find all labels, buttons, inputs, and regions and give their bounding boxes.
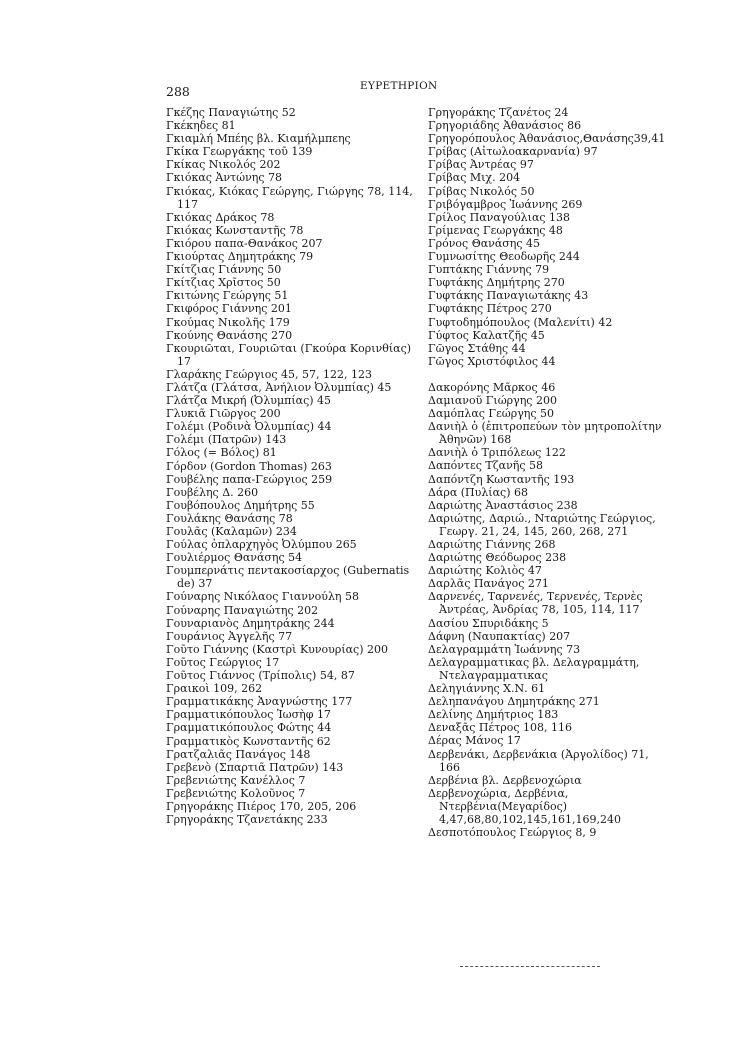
index-column-left <box>166 106 414 826</box>
index-entry: Δαμιανοῦ Γιώργης 200 <box>428 393 557 407</box>
index-entry: Γρηγοράκης Τζανετάκης 233 <box>166 813 328 827</box>
index-entry: Δάρα (Πυλίας) 68 <box>428 485 528 499</box>
index-entry: Δαπόντζη Κωσταντῆς 193 <box>428 472 575 486</box>
index-entry: Δερβενάκι, Δερβενάκια (Ἀργολίδος) 71, 166 <box>428 747 649 774</box>
index-entry: Γκέζης Παναγιώτης 52 <box>166 106 296 119</box>
footer-rule <box>460 966 600 967</box>
index-entry: Γκίτζιας Χρῖστος 50 <box>166 276 281 290</box>
index-entry: Γουλᾶς (Καλαμῶν) 234 <box>166 525 297 538</box>
index-entry: Γκούνης Θανάσης 270 <box>166 328 293 342</box>
index-entry: Δελαγραμματικας βλ. Δελαγραμμάτη, Ντελαγραμματικας <box>428 655 640 682</box>
index-entry: Γκιόκας Κωνσταντῆς 78 <box>166 223 304 237</box>
index-entry: Γουράνιος Ἀγγελῆς 77 <box>166 629 293 643</box>
index-entry: Γούλας ὁπλαρχηγὸς Ὀλύμπου 265 <box>166 538 357 552</box>
index-entry: Γκίτζιας Γιάννης 50 <box>166 263 282 277</box>
index-entry: Γκουριῶται, Γουριῶται (Γκούρα Κορινθίας) 17 <box>166 341 412 368</box>
index-entry: Γυφτάκης Παναγιωτάκης 43 <box>428 289 589 303</box>
index-entry: Γυπτάκης Γιάννης 79 <box>428 263 550 277</box>
index-entry: Γρηγοριάδης Ἀθανάσιος 86 <box>428 119 582 133</box>
index-entry: Δερβενοχώρια, Δερβένια, Ντερβένια(Μεγαρίδος) 4,47,68,80,102,145,161,169,240 <box>428 786 621 826</box>
index-column-right <box>428 106 666 839</box>
index-entry: Γλαράκης Γεώργιος 45, 57, 122, 123 <box>166 367 372 381</box>
index-entry: Γκιόκας Ἀντώνης 78 <box>166 171 283 185</box>
index-entry: Γρόνος Θανάσης 45 <box>428 236 541 250</box>
index-entry: Γρίβας Ἀντρέας 97 <box>428 158 534 172</box>
index-entry: Γυφτάκης Δημήτρης 270 <box>428 276 565 290</box>
index-entry: Δερβένια βλ. Δερβενοχώρια <box>428 773 582 787</box>
index-entry: Δαμόπλας Γεώργης 50 <box>428 407 555 421</box>
index-entry: Γκούμας Νικολῆς 179 <box>166 315 290 329</box>
index-entry: Δασίου Σπυριδάκης 5 <box>428 616 549 630</box>
running-header: ΕΥΡΕΤΗΡΙΟΝ <box>360 80 438 92</box>
index-entry: Γούναρης Παναγιώτης 202 <box>166 603 319 617</box>
index-entry: Γλάτζα Μικρή (Ὀλυμπίας) 45 <box>166 394 332 408</box>
index-entry: Γρίβας (Αἰτωλοακαρνανία) 97 <box>428 145 598 159</box>
index-entry: Γλυκιᾶ Γιῶργος 200 <box>166 407 281 421</box>
index-entry: Γοῦτος Γιάννος (Τρίπολις) 54, 87 <box>166 669 355 683</box>
index-entry: Γκιαμλή Μπέης βλ. Κιαμήλμπεης <box>166 132 351 146</box>
index-entry: Γραμματικὸς Κωνσταντῆς 62 <box>166 734 331 748</box>
index-entry: Δεληγιάννης Χ.Ν. 61 <box>428 682 546 696</box>
index-entry: Γρίβας Νικολός 50 <box>428 184 535 198</box>
index-entry: Γολέμι (Ροδινὰ Ὀλυμπίας) 44 <box>166 420 332 434</box>
index-entry: Δέρας Μάνος 17 <box>428 734 521 748</box>
index-entry: Δαριώτης, Δαριώ., Νταριώτης Γεώργιος, Γεωργ. 21, 24, 145, 260, 268, 271 <box>428 511 656 538</box>
index-entry: Δανιὴλ ὁ (ἐπιτροπεύων τὸν μητροπολίτην Ἀθηνῶν) 168 <box>428 420 662 447</box>
index-entry: Δαρνενές, Ταρνενές, Τερνενές, Τερνὲς Ἀντρέας, Ἀνδρίας 78, 105, 114, 117 <box>428 590 643 617</box>
index-entry: Γῶγος Στάθης 44 <box>428 341 526 355</box>
index-entry: Γουβέλης Δ. 260 <box>166 485 259 499</box>
index-entry: Γοῦτος Γεώργιος 17 <box>166 655 280 669</box>
index-entry: Δελίνης Δημήτριος 183 <box>428 708 559 722</box>
index-entry: Γλάτζα (Γλάτσα, Ἀνήλιον Ὀλυμπίας) 45 <box>166 380 392 394</box>
index-entry: Γκιόκας, Κιόκας Γεώργης, Γιώργης 78, 114, 117 <box>166 184 413 211</box>
index-entry: Γουμπερνάτις πεντακοσίαρχος (Gubernatis de) 37 <box>166 564 410 591</box>
index-entry: Δαριώτης Κολιὸς 47 <box>428 564 542 578</box>
index-entry: Γρεβενιώτης Κανέλλος 7 <box>166 773 306 787</box>
index-entry: Δακορόνης Μᾶρκος 46 <box>428 380 556 394</box>
index-entry: Γυμνωσίτης Θεοδωρῆς 244 <box>428 250 580 264</box>
index-entry: Γκιφόρος Γιάννης 201 <box>166 302 292 316</box>
index-entry: Δαπόντες Τζανῆς 58 <box>428 459 544 473</box>
index-entry: Γρηγοράκης Πιέρος 170, 205, 206 <box>166 799 357 813</box>
index-entry: Γκιόκας Δράκος 78 <box>166 210 275 224</box>
index-entry: Γουλιέρμος Θανάσης 54 <box>166 551 303 565</box>
index-entry: Δεναξᾶς Πέτρος 108, 116 <box>428 721 573 735</box>
index-entry: Γκιόρου παπα-Θανάκος 207 <box>166 236 323 250</box>
index-entry: Γριβόγαμβρος Ἰωάννης 269 <box>428 197 583 211</box>
index-entry: Γρίβας Μιχ. 204 <box>428 171 521 185</box>
index-entry: Γκίκα Γεωργάκης τοῦ 139 <box>166 145 313 159</box>
index-entry: Γρατζαλιᾶς Πανάγος 148 <box>166 747 311 761</box>
index-entry: Γοῦτο Γιάννης (Καστρὶ Κυνουρίας) 200 <box>166 642 389 656</box>
index-entry: Γρεβενιώτης Κολοῦνος 7 <box>166 786 306 800</box>
index-entry: Γρεβενὸ (Σπαρτιᾶ Πατρῶν) 143 <box>166 760 344 774</box>
index-entry: Δαρλᾶς Πανάγος 271 <box>428 577 549 591</box>
index-entry: Δεληπανάγου Δημητράκης 271 <box>428 695 600 709</box>
index-entry: Γουλάκης Θανάσης 78 <box>166 511 293 525</box>
index-entry: Δαριώτης Ἀναστάσιος 238 <box>428 498 578 512</box>
index-entry: Γρίμενας Γεωργάκης 48 <box>428 223 563 237</box>
index-entry: Γρίλος Παναγούλιας 138 <box>428 210 571 224</box>
index-entry: Γολέμι (Πατρῶν) 143 <box>166 433 287 447</box>
index-entry: Γρηγορόπουλος Ἀθανάσιος,Θανάσης39,41 <box>428 132 666 146</box>
index-entry: Γουβόπουλος Δημήτρης 55 <box>166 498 315 512</box>
index-entry: Γυφτοδημόπουλος (Μαλενίτι) 42 <box>428 315 613 329</box>
index-entry: Γραμματικόπουλος Φώτης 44 <box>166 721 332 735</box>
index-entry: Γῶγος Χριστόφιλος 44 <box>428 354 556 368</box>
index-entry: Δανιὴλ ὁ Τριπόλεως 122 <box>428 446 566 460</box>
page-number: 288 <box>166 84 190 99</box>
index-entry: Γρηγοράκης Τζανέτος 24 <box>428 106 569 119</box>
index-entry: Γραμματικόπουλος Ἰωσὴφ 17 <box>166 708 331 722</box>
index-entry: Γουβέλης παπα-Γεώργιος 259 <box>166 472 333 486</box>
index-entry: Δάφνη (Ναυπακτίας) 207 <box>428 629 571 643</box>
index-entry: Δεσποτόπουλος Γεώργιος 8, 9 <box>428 826 597 840</box>
index-entry: Γκίκας Νικολός 202 <box>166 158 281 172</box>
index-entry: Γόρδον (Gordon Thomas) 263 <box>166 459 332 473</box>
index-entry: Γκέκηδες 81 <box>166 119 236 133</box>
index-entry: Γουναριανὸς Δημητράκης 244 <box>166 616 335 630</box>
index-entry: Γκιτώνης Γεώργης 51 <box>166 289 289 303</box>
index-entry: Γκιούρτας Δημητράκης 79 <box>166 250 314 264</box>
index-entry: Γούναρης Νικόλαος Γιαννούλη 58 <box>166 590 359 604</box>
index-entry: Γύφτος Καλατζῆς 45 <box>428 328 545 342</box>
index-entry: Γραικοὶ 109, 262 <box>166 682 263 696</box>
index-entry: Γόλος (= Βόλος) 81 <box>166 446 277 460</box>
index-entry: Δελαγραμμάτη Ἰωάννης 73 <box>428 642 581 656</box>
index-entry: Δαριώτης Θεόδωρος 238 <box>428 551 567 565</box>
index-entry: Γυφτάκης Πέτρος 270 <box>428 302 552 316</box>
index-entry: Γραμματικάκης Ἀναγνώστης 177 <box>166 695 353 709</box>
index-entry: Δαριώτης Γιάννης 268 <box>428 538 556 551</box>
